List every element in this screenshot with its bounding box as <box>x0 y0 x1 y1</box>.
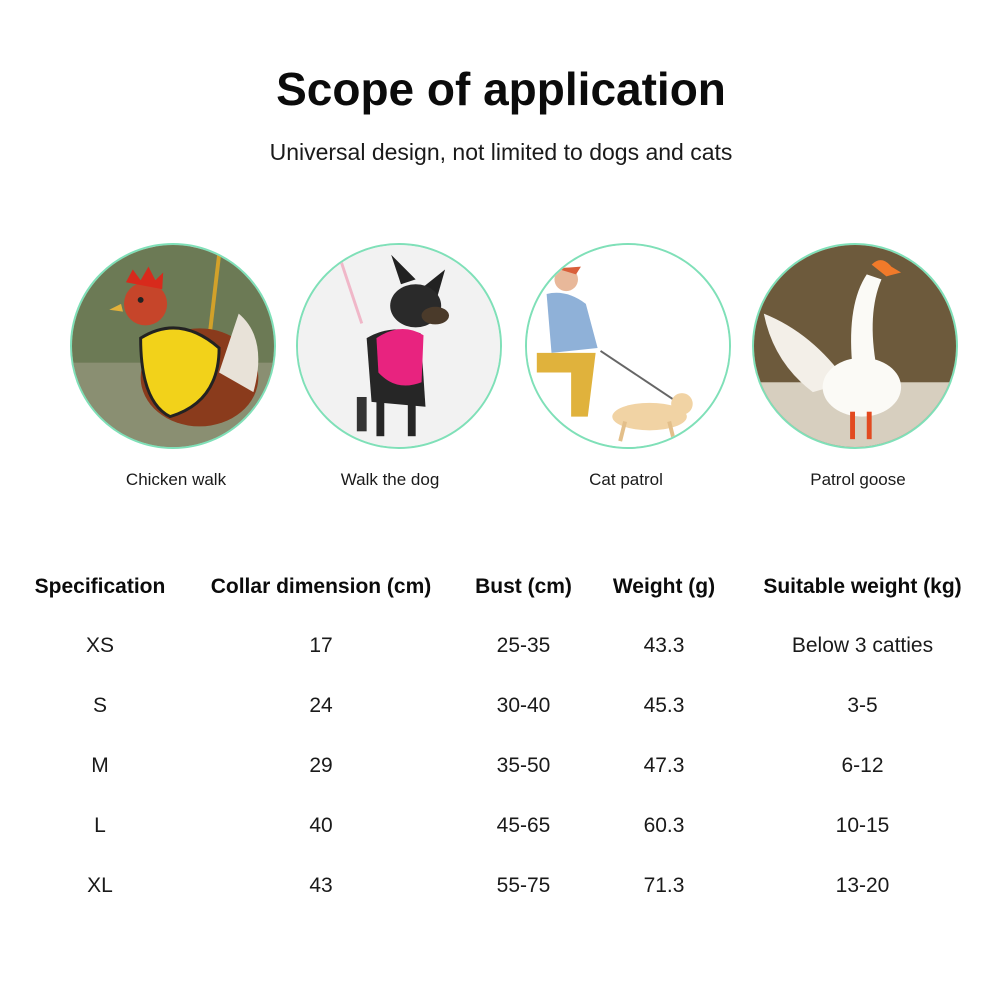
table-row <box>0 856 1002 916</box>
chicken-photo <box>70 243 276 449</box>
table-cell: 30-40 <box>496 694 551 717</box>
table-cell: 55-75 <box>496 874 551 897</box>
table-cell: 24 <box>309 694 333 717</box>
table-row <box>0 616 1002 676</box>
table-header-row <box>0 558 1002 616</box>
table-cell: L <box>94 814 106 837</box>
caption-chicken: Chicken walk <box>125 470 227 489</box>
table-row <box>0 796 1002 856</box>
table-cell: S <box>92 694 107 717</box>
page-title: Scope of application <box>276 63 726 115</box>
caption-cat: Cat patrol <box>589 470 663 489</box>
table-cell: 43.3 <box>643 634 685 657</box>
column-header: Weight (g) <box>612 575 716 598</box>
dog-photo <box>296 243 502 449</box>
table-cell: 47.3 <box>643 754 685 777</box>
table-cell: XL <box>87 874 113 897</box>
table-cell: XS <box>85 634 114 657</box>
table-cell: 45-65 <box>496 814 551 837</box>
column-header: Suitable weight (kg) <box>763 575 962 598</box>
column-header: Bust (cm) <box>475 575 572 598</box>
column-header: Specification <box>34 575 166 598</box>
page-subtitle: Universal design, not limited to dogs and cats <box>269 139 733 165</box>
table-row <box>0 676 1002 736</box>
goose-photo <box>752 243 958 449</box>
table-cell: 10-15 <box>835 814 890 837</box>
table-cell: 43 <box>309 874 333 897</box>
table-cell: 71.3 <box>643 874 685 897</box>
table-cell: 35-50 <box>496 754 551 777</box>
table-cell: Below 3 catties <box>791 634 934 657</box>
table-row <box>0 736 1002 796</box>
table-cell: 45.3 <box>643 694 685 717</box>
table-cell: 25-35 <box>496 634 551 657</box>
table-cell: 3-5 <box>847 694 878 717</box>
cat-photo <box>525 243 731 449</box>
size-spec-table <box>0 558 1002 916</box>
table-cell: M <box>91 754 109 777</box>
caption-goose: Patrol goose <box>810 470 906 489</box>
caption-dog: Walk the dog <box>340 470 440 489</box>
table-cell: 29 <box>309 754 333 777</box>
table-cell: 60.3 <box>643 814 685 837</box>
column-header: Collar dimension (cm) <box>210 575 432 598</box>
table-cell: 13-20 <box>835 874 890 897</box>
table-cell: 40 <box>309 814 333 837</box>
table-cell: 6-12 <box>841 754 884 777</box>
table-cell: 17 <box>309 634 333 657</box>
